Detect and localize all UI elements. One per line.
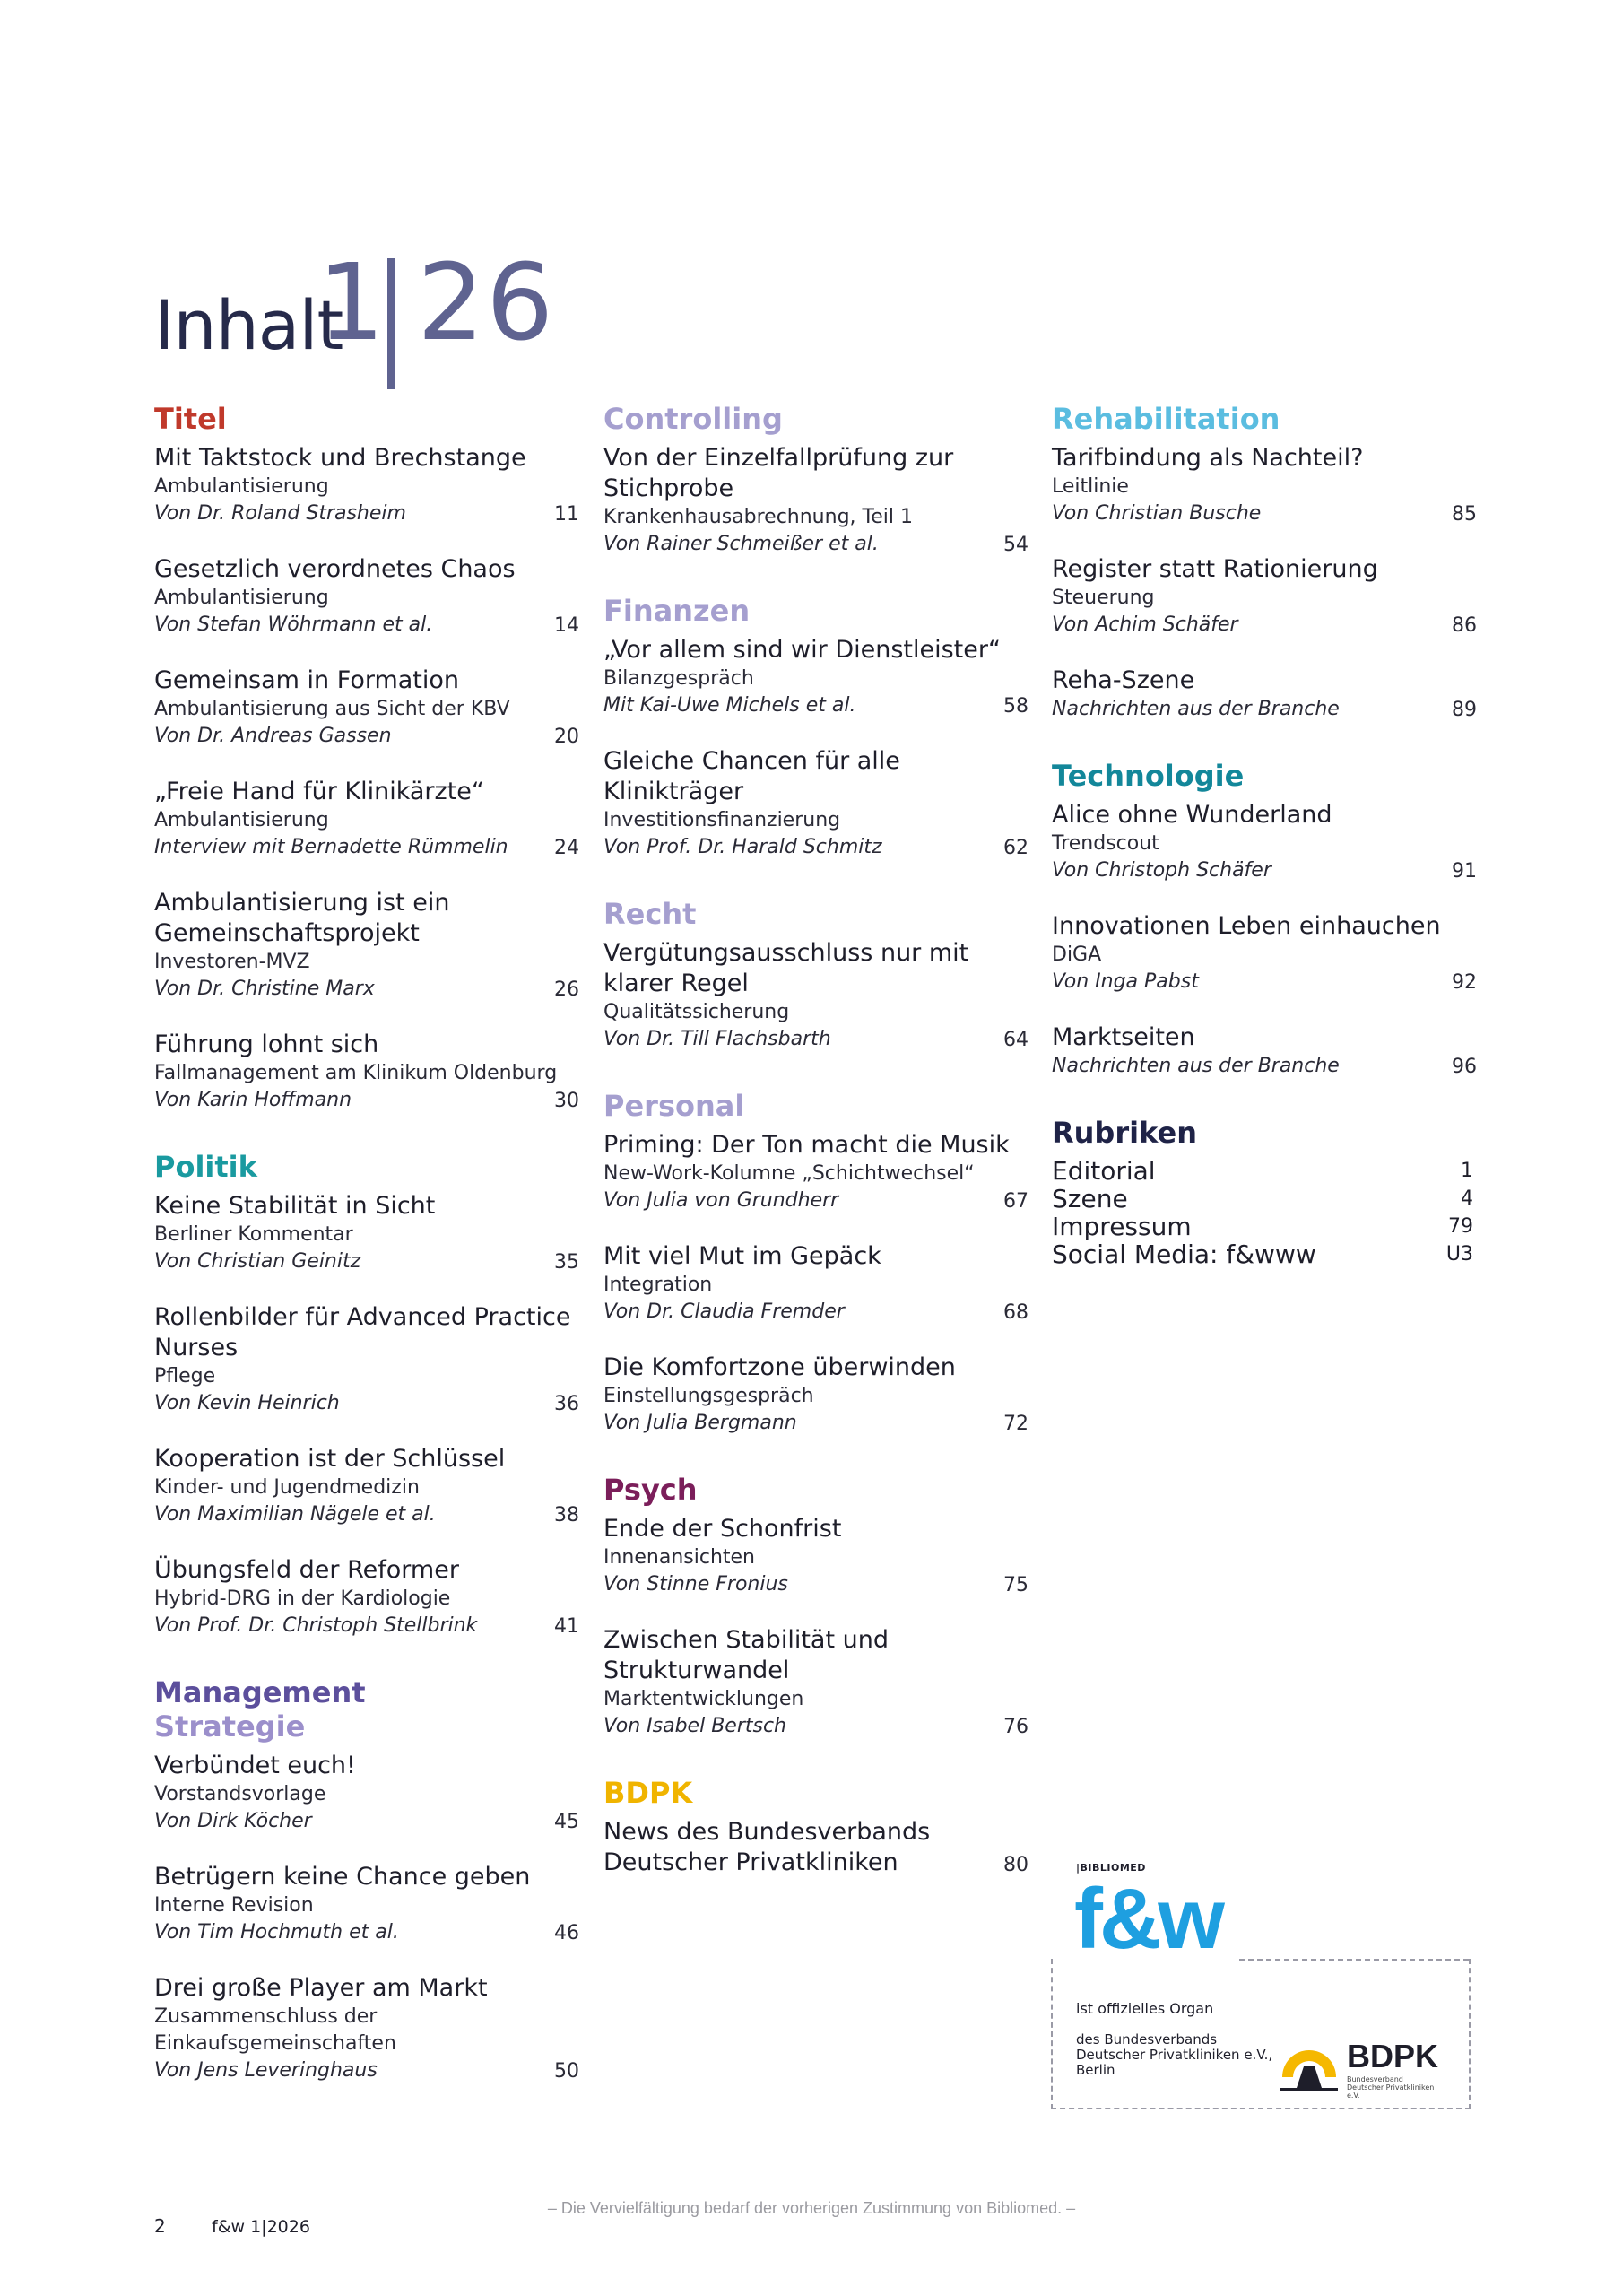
article-page-number: 75 xyxy=(1003,1574,1028,1596)
toc-entry[interactable] xyxy=(603,1817,1028,1878)
article-rubric: Zusammenschluss der Einkaufsgemeinschaften xyxy=(154,2005,396,2055)
section-heading xyxy=(154,1150,576,1184)
article-title: Gesetzlich verordnetes Chaos xyxy=(154,555,516,583)
toc-entry[interactable] xyxy=(154,1191,579,1275)
toc-entry[interactable] xyxy=(603,1625,1028,1740)
article-rubric: Ambulantisierung xyxy=(154,587,329,609)
article-title: Keine Stabilität in Sicht xyxy=(154,1192,436,1220)
article-page-number: 76 xyxy=(1003,1716,1028,1738)
section-heading xyxy=(154,1675,576,1744)
section-title: Technologie xyxy=(1052,759,1245,793)
article-title: Von der Einzelfallprüfung zur Stichprobe xyxy=(603,444,954,502)
toc-entry[interactable] xyxy=(603,1352,1028,1437)
rubrik-item[interactable] xyxy=(1052,1157,1473,1185)
article-rubric: Einstellungsgespräch xyxy=(603,1385,814,1407)
article-rubric: Investoren-MVZ xyxy=(154,951,310,973)
toc-section xyxy=(154,1675,579,2084)
toc-column-1 xyxy=(154,402,579,2120)
article-author: Von Dirk Köcher xyxy=(154,1810,312,1832)
copyright-note: – Die Vervielfältigung bedarf der vorherigen Zustimmung von Bibliomed. – xyxy=(547,2199,1076,2217)
article-title: Register statt Rationierung xyxy=(1052,555,1378,583)
article-author: Von Dr. Claudia Fremder xyxy=(603,1300,845,1323)
section-title: Management xyxy=(154,1675,366,1709)
article-page-number: 72 xyxy=(1003,1413,1028,1435)
section-heading xyxy=(603,1473,1025,1507)
article-rubric: New-Work-Kolumne „Schichtwechsel“ xyxy=(603,1162,975,1185)
toc-entry[interactable] xyxy=(603,1241,1028,1326)
article-title: Zwischen Stabilität und Strukturwandel xyxy=(603,1626,889,1684)
article-author: Von Dr. Christine Marx xyxy=(154,978,375,1000)
article-rubric: Marktentwicklungen xyxy=(603,1688,804,1710)
toc-section xyxy=(1052,402,1477,723)
logo-association-line: des Bundesverbands xyxy=(1076,2031,1218,2048)
section-heading xyxy=(603,1776,1025,1810)
article-author: Von Tim Hochmuth et al. xyxy=(154,1921,399,1944)
article-author: Von Julia von Grundherr xyxy=(603,1189,839,1212)
toc-section xyxy=(1052,759,1477,1080)
article-rubric: Investitionsfinanzierung xyxy=(603,809,841,831)
article-author: Von Julia Bergmann xyxy=(603,1412,797,1434)
article-author: Von Dr. Roland Strasheim xyxy=(154,502,406,525)
article-author: Von Prof. Dr. Harald Schmitz xyxy=(603,836,882,858)
article-page-number: 54 xyxy=(1003,534,1028,556)
rubrik-item[interactable] xyxy=(1052,1185,1473,1213)
rubriken-list xyxy=(1052,1157,1473,1268)
bdpk-subtext xyxy=(1347,2075,1445,2100)
article-page-number: 80 xyxy=(1003,1854,1028,1876)
article-page-number: 26 xyxy=(554,978,579,1001)
toc-section xyxy=(603,402,1028,558)
article-author: Von Rainer Schmeißer et al. xyxy=(603,533,879,555)
article-rubric: Vorstandsvorlage xyxy=(154,1783,326,1805)
article-page-number: 96 xyxy=(1452,1056,1477,1078)
article-title: Mit viel Mut im Gepäck xyxy=(603,1242,881,1270)
article-author: Nachrichten aus der Branche xyxy=(1052,698,1340,720)
article-rubric: Trendscout xyxy=(1052,832,1159,855)
article-rubric: DiGA xyxy=(1052,944,1102,966)
article-title: „Vor allem sind wir Dienstleister“ xyxy=(603,636,1001,664)
article-page-number: 58 xyxy=(1003,695,1028,718)
masthead-issue-number: 1 xyxy=(317,240,387,364)
article-author: Von Achim Schäfer xyxy=(1052,613,1238,636)
rubrik-item[interactable] xyxy=(1052,1240,1473,1268)
article-page-number: 35 xyxy=(554,1251,579,1274)
publisher-logo-box xyxy=(1051,1862,1471,2113)
article-rubric: Innenansichten xyxy=(603,1546,755,1569)
toc-entry[interactable] xyxy=(154,777,579,861)
article-author: Mit Kai-Uwe Michels et al. xyxy=(603,694,856,717)
article-title: Tarifbindung als Nachteil? xyxy=(1052,444,1364,472)
article-title: Innovationen Leben einhauchen xyxy=(1052,912,1441,940)
article-title: Betrügern keine Chance geben xyxy=(154,1863,531,1891)
section-subtitle: Strategie xyxy=(154,1709,306,1744)
article-author: Von Christian Geinitz xyxy=(154,1250,361,1273)
toc-entry[interactable] xyxy=(154,1555,579,1639)
article-title: Führung lohnt sich xyxy=(154,1031,379,1058)
toc-entry[interactable] xyxy=(603,1514,1028,1598)
logo-association-text xyxy=(1076,2032,1291,2078)
article-rubric: Ambulantisierung xyxy=(154,809,329,831)
masthead-divider xyxy=(387,258,395,389)
toc-entry[interactable] xyxy=(603,746,1028,861)
article-rubric: Interne Revision xyxy=(154,1894,314,1917)
section-title: Psych xyxy=(603,1473,698,1507)
masthead-issue-year: 26 xyxy=(417,240,556,364)
article-rubric: Leitlinie xyxy=(1052,475,1129,498)
article-page-number: 38 xyxy=(554,1504,579,1526)
article-author: Von Karin Hoffmann xyxy=(154,1089,352,1111)
bdpk-logo-icon xyxy=(1277,2031,1341,2095)
issue-label: f&w 1|2026 xyxy=(212,2217,310,2237)
toc-entry[interactable] xyxy=(1052,554,1477,639)
masthead-issue xyxy=(317,240,555,364)
toc-entry[interactable] xyxy=(154,1030,579,1114)
article-title: Die Komfortzone überwinden xyxy=(603,1353,956,1381)
toc-entry[interactable] xyxy=(1052,800,1477,884)
article-page-number: 86 xyxy=(1452,614,1477,637)
article-author: Von Jens Leveringhaus xyxy=(154,2059,378,2082)
article-title: Gleiche Chancen für alle Klinikträger xyxy=(603,747,900,805)
article-rubric: Kinder- und Jugendmedizin xyxy=(154,1476,420,1499)
article-author: Von Inga Pabst xyxy=(1052,970,1199,993)
toc-entry[interactable] xyxy=(1052,665,1477,723)
article-title: Marktseiten xyxy=(1052,1023,1195,1051)
article-title: Priming: Der Ton macht die Musik xyxy=(603,1131,1010,1159)
article-title: Alice ohne Wunderland xyxy=(1052,801,1332,829)
toc-entry[interactable] xyxy=(603,443,1028,558)
article-title: Verbündet euch! xyxy=(154,1752,356,1779)
article-page-number: 62 xyxy=(1003,837,1028,859)
article-title: Gemeinsam in Formation xyxy=(154,666,460,694)
article-title: News des Bundesverbands Deutscher Privatkliniken xyxy=(603,1818,931,1876)
toc-entry[interactable] xyxy=(1052,1022,1477,1080)
section-heading xyxy=(603,897,1025,931)
article-title: Ende der Schonfrist xyxy=(603,1515,842,1543)
rubrik-label: Szene xyxy=(1052,1184,1128,1213)
logo-association-line: Deutscher Privatkliniken e.V., xyxy=(1076,2047,1273,2063)
article-page-number: 24 xyxy=(554,837,579,859)
article-author: Von Isabel Bertsch xyxy=(603,1715,786,1737)
rubrik-label: Social Media: f&www xyxy=(1052,1239,1316,1269)
section-title: Personal xyxy=(603,1089,745,1123)
toc-entry[interactable] xyxy=(154,665,579,750)
article-rubric: Bilanzgespräch xyxy=(603,667,754,690)
article-rubric: Ambulantisierung xyxy=(154,475,329,498)
section-title: Recht xyxy=(603,897,697,931)
toc-section xyxy=(603,1089,1028,1437)
article-rubric: Fallmanagement am Klinikum Oldenburg xyxy=(154,1062,558,1084)
article-page-number: 14 xyxy=(554,614,579,637)
article-page-number: 30 xyxy=(554,1090,579,1112)
toc-section xyxy=(603,594,1028,861)
article-rubric: Hybrid-DRG in der Kardiologie xyxy=(154,1587,451,1610)
article-page-number: 85 xyxy=(1452,503,1477,526)
toc-entry[interactable] xyxy=(154,1444,579,1528)
rubrik-page-number: 1 xyxy=(1461,1160,1473,1182)
masthead-word: Inhalt xyxy=(154,285,343,365)
fw-logo: f&w xyxy=(1074,1871,1221,1967)
section-heading xyxy=(1052,402,1473,436)
toc-entry[interactable] xyxy=(603,635,1028,719)
article-page-number: 64 xyxy=(1003,1029,1028,1051)
article-author: Von Prof. Dr. Christoph Stellbrink xyxy=(154,1614,478,1637)
toc-section xyxy=(603,1473,1028,1740)
bdpk-subtext-line: Bundesverband xyxy=(1347,2075,1403,2083)
article-page-number: 92 xyxy=(1452,971,1477,994)
article-author: Von Dr. Till Flachsbarth xyxy=(603,1028,831,1050)
section-title: BDPK xyxy=(603,1776,693,1810)
toc-entry[interactable] xyxy=(154,1973,579,2084)
section-title: Titel xyxy=(154,402,227,436)
section-title: Politik xyxy=(154,1150,257,1184)
toc-entry[interactable] xyxy=(154,443,579,527)
logo-organ-text: ist offizielles Organ xyxy=(1076,2000,1214,2017)
toc-column-3 xyxy=(1052,402,1477,1304)
toc-section xyxy=(603,897,1028,1053)
article-page-number: 91 xyxy=(1452,860,1477,883)
rubrik-page-number: U3 xyxy=(1445,1243,1473,1265)
article-rubric: Integration xyxy=(603,1274,713,1296)
article-page-number: 36 xyxy=(554,1393,579,1415)
section-heading: Rubriken xyxy=(1052,1116,1197,1150)
section-heading xyxy=(603,594,1025,628)
article-author: Nachrichten aus der Branche xyxy=(1052,1055,1340,1077)
article-rubric: Krankenhausabrechnung, Teil 1 xyxy=(603,506,913,528)
article-author: Von Kevin Heinrich xyxy=(154,1392,340,1414)
rubrik-item[interactable] xyxy=(1052,1213,1473,1240)
toc-entry[interactable] xyxy=(1052,443,1477,527)
section-heading xyxy=(603,1089,1025,1123)
toc-entry[interactable] xyxy=(1052,911,1477,996)
article-page-number: 50 xyxy=(554,2060,579,2083)
article-rubric: Qualitätssicherung xyxy=(603,1001,790,1023)
article-author: Von Dr. Andreas Gassen xyxy=(154,725,392,747)
toc-section xyxy=(603,1776,1028,1878)
article-page-number: 11 xyxy=(554,503,579,526)
article-page-number: 41 xyxy=(554,1615,579,1638)
article-page-number: 89 xyxy=(1452,699,1477,721)
toc-entry[interactable] xyxy=(154,1751,579,1835)
article-page-number: 46 xyxy=(554,1922,579,1944)
article-title: Rollenbilder für Advanced Practice Nurses xyxy=(154,1303,571,1361)
toc-section xyxy=(154,1150,579,1639)
toc-entry[interactable] xyxy=(154,888,579,1003)
toc-column-3-sections xyxy=(1052,402,1477,1080)
article-title: Drei große Player am Markt xyxy=(154,1974,488,2002)
article-title: Kooperation ist der Schlüssel xyxy=(154,1445,506,1473)
article-author: Von Christoph Schäfer xyxy=(1052,859,1271,882)
article-title: Vergütungsausschluss nur mit klarer Regel xyxy=(603,939,969,997)
section-heading xyxy=(1052,759,1473,793)
logo-frame-topline xyxy=(1239,1959,1469,1961)
section-title: Controlling xyxy=(603,402,783,436)
toc-section xyxy=(154,402,579,1114)
article-page-number: 20 xyxy=(554,726,579,748)
article-author: Von Maximilian Nägele et al. xyxy=(154,1503,436,1526)
toc-entry[interactable] xyxy=(154,1862,579,1946)
logo-association-line: Berlin xyxy=(1076,2062,1115,2078)
article-page-number: 45 xyxy=(554,1811,579,1833)
bdpk-wordmark: BDPK xyxy=(1347,2038,1439,2074)
article-rubric: Ambulantisierung aus Sicht der KBV xyxy=(154,698,510,720)
article-page-number: 67 xyxy=(1003,1190,1028,1213)
article-title: „Freie Hand für Klinikärzte“ xyxy=(154,778,484,805)
bdpk-subtext-line: Deutscher Privatkliniken e.V. xyxy=(1347,2083,1435,2100)
toc-entry[interactable] xyxy=(603,1130,1028,1214)
section-rubriken xyxy=(1052,1116,1473,1268)
article-title: Übungsfeld der Reformer xyxy=(154,1556,459,1584)
toc-entry[interactable] xyxy=(154,1302,579,1417)
section-heading xyxy=(603,402,1025,436)
article-author: Von Christian Busche xyxy=(1052,502,1262,525)
article-page-number: 68 xyxy=(1003,1301,1028,1324)
section-title: Rehabilitation xyxy=(1052,402,1280,436)
article-author: Von Stefan Wöhrmann et al. xyxy=(154,613,433,636)
toc-entry[interactable] xyxy=(154,554,579,639)
article-author: Von Stinne Fronius xyxy=(603,1573,788,1596)
rubrik-page-number: 4 xyxy=(1461,1187,1473,1210)
article-title: Mit Taktstock und Brechstange xyxy=(154,444,526,472)
toc-column-2 xyxy=(603,402,1028,1914)
rubrik-label: Impressum xyxy=(1052,1212,1192,1241)
article-title: Ambulantisierung ist ein Gemeinschaftsprojekt xyxy=(154,889,450,947)
article-rubric: Steuerung xyxy=(1052,587,1155,609)
rubrik-label: Editorial xyxy=(1052,1156,1156,1186)
article-author: Interview mit Bernadette Rümmelin xyxy=(154,836,508,858)
rubrik-page-number: 79 xyxy=(1448,1215,1473,1238)
article-title: Reha-Szene xyxy=(1052,666,1195,694)
section-heading xyxy=(154,402,576,436)
toc-entry[interactable] xyxy=(603,938,1028,1053)
bibliomed-label: |BIBLIOMED xyxy=(1076,1862,1146,1874)
page-number: 2 xyxy=(154,2215,166,2237)
article-rubric: Berliner Kommentar xyxy=(154,1223,353,1246)
section-title: Finanzen xyxy=(603,594,751,628)
article-rubric: Pflege xyxy=(154,1365,216,1387)
